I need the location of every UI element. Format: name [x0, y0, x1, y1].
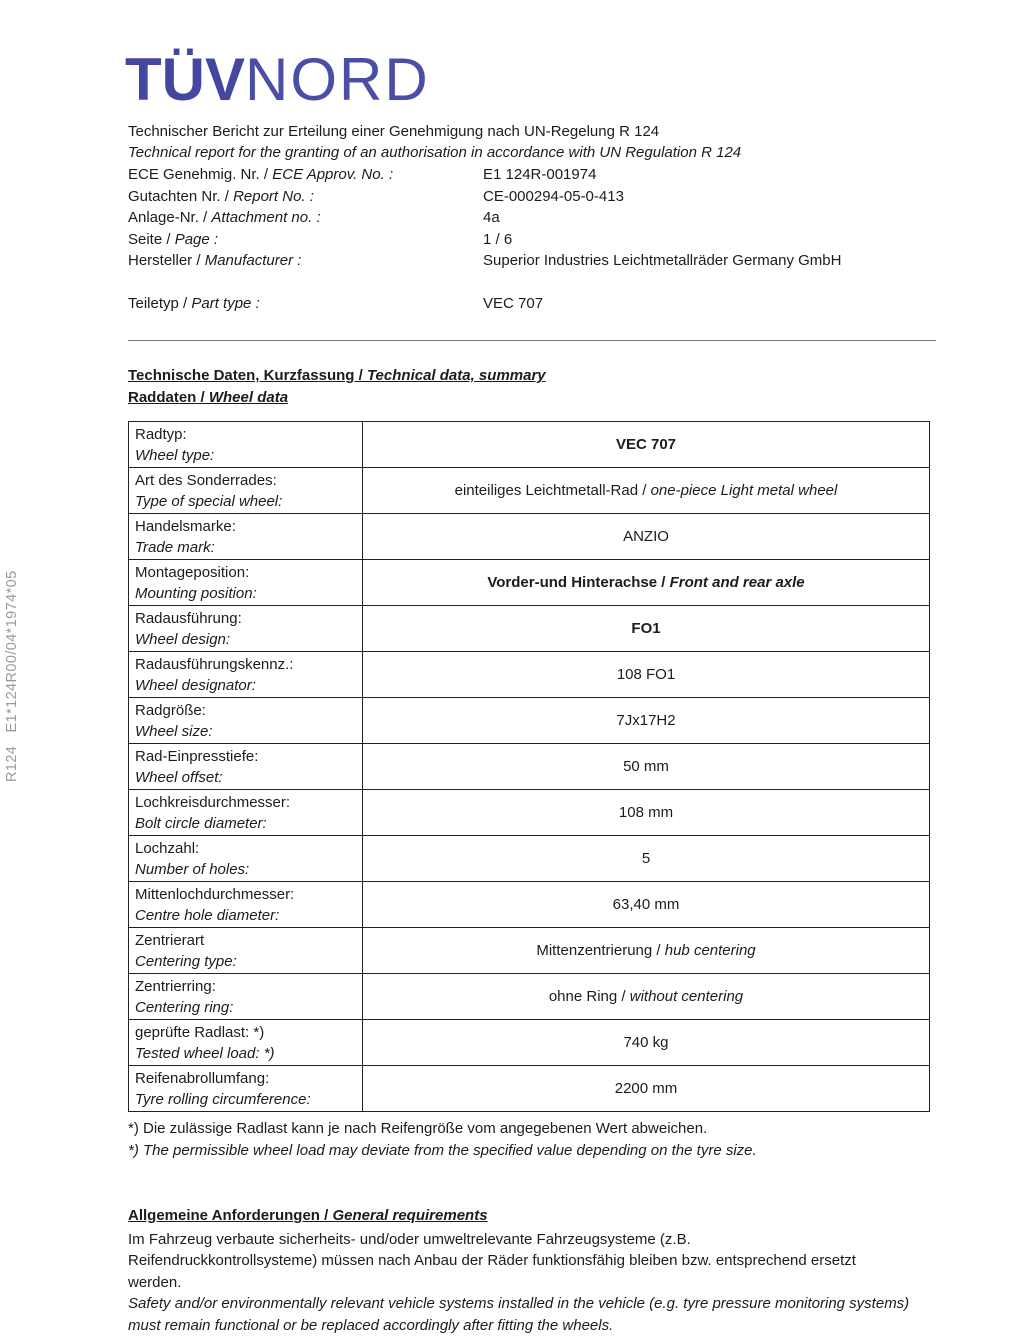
table-row-label [129, 836, 363, 882]
table-row-value [363, 698, 930, 744]
table-row-value-text-italic: without centering [629, 988, 744, 1005]
header-field-value [483, 293, 853, 315]
wheel-data-table [128, 421, 930, 1112]
table-row [129, 1020, 930, 1066]
table-row-label [129, 652, 363, 698]
table-row-value [363, 514, 930, 560]
table-row-value [363, 744, 930, 790]
table-row-label [129, 560, 363, 606]
summary-headings [128, 365, 936, 408]
table-row-label-de: Lochkreisdurchmesser: [135, 793, 291, 811]
general-requirements-heading-de: Allgemeine Anforderungen / [128, 1207, 333, 1224]
tuv-nord-logo [125, 48, 936, 111]
table-row-value-text: 63,40 mm [612, 896, 680, 913]
table-row-label-en: Tested wheel load: *) [135, 1044, 275, 1062]
table-row-value-text: ohne Ring / [548, 988, 630, 1005]
table-row-value [363, 1020, 930, 1066]
header-field-label-en: Manufacturer : [204, 252, 302, 269]
table-row [129, 652, 930, 698]
summary-section-heading [128, 365, 936, 387]
table-row-label-en: Wheel offset: [135, 768, 223, 786]
table-row-value-text: 5 [641, 850, 651, 867]
table-row [129, 744, 930, 790]
table-row-label [129, 468, 363, 514]
header-field-value-text: CE-000294-05-0-413 [483, 187, 624, 205]
table-row-label-en: Centre hole diameter: [135, 906, 280, 924]
footnotes [128, 1118, 936, 1161]
table-row-label [129, 974, 363, 1020]
header-field-label-en: ECE Approv. No. : [272, 166, 394, 183]
table-row-label-en: Type of special wheel: [135, 492, 283, 510]
table-row [129, 836, 930, 882]
wheel-table-body [129, 422, 930, 1112]
header-field-value-text: 4a [483, 209, 500, 226]
table-row-value-text: 108 FO1 [616, 666, 676, 683]
table-row-value-text: Mittenzentrierung / [536, 942, 665, 959]
summary-heading-de: Technische Daten, Kurzfassung / [128, 367, 367, 384]
header-field-label [128, 293, 483, 315]
table-row-value [363, 974, 930, 1020]
header-field-label [128, 229, 483, 251]
table-row-label [129, 698, 363, 744]
table-row-value-text: 7Jx17H2 [616, 712, 676, 729]
table-row [129, 790, 930, 836]
table-row-label-de: Zentrierart [135, 931, 205, 949]
general-requirements-body-de: Im Fahrzeug verbaute sicherheits- und/oder umweltrelevante Fahrzeugsysteme (z.B. Reifendruckkontrollsysteme) müssen nach Anbau der Räder funktionsfähig bleiben bzw. entsprechend ersetzt werden. [128, 1230, 856, 1291]
table-row-value-text-italic: one-piece Light metal wheel [650, 482, 838, 499]
table-row-value-text-italic: Front and rear axle [669, 574, 805, 591]
table-row [129, 560, 930, 606]
header-field-value-text: VEC 707 [483, 294, 544, 312]
summary-heading-en: Technical data, summary [366, 367, 546, 384]
table-row-label-en: Tyre rolling circumference: [135, 1090, 311, 1108]
header-field-label-de: Teiletyp / [128, 294, 188, 312]
table-row-value [363, 422, 930, 468]
horizontal-divider [128, 340, 936, 341]
table-row-value-text: VEC 707 [615, 436, 677, 453]
table-row-label-en: Mounting position: [135, 584, 257, 602]
general-requirements-section [128, 1205, 936, 1336]
table-row-value-text: 108 mm [618, 804, 674, 821]
header-field-label-de: ECE Genehmig. Nr. / [128, 166, 269, 183]
header-field-label [128, 164, 483, 186]
header-field-value [483, 250, 853, 272]
table-row [129, 606, 930, 652]
table-row-label-de: Montageposition: [135, 563, 250, 581]
header-field-label [128, 207, 483, 229]
table-row-value [363, 928, 930, 974]
table-row-label-en: Centering type: [135, 952, 237, 970]
table-row-value [363, 468, 930, 514]
table-row [129, 514, 930, 560]
footnote-en: *) The permissible wheel load may deviate from the specified value depending on the tyre size. [128, 1141, 757, 1159]
table-row-label [129, 514, 363, 560]
header-field-label-de: Seite / [128, 230, 171, 248]
table-row-label [129, 606, 363, 652]
table-row-label-de: Rad-Einpresstiefe: [135, 747, 259, 765]
table-row-label-de: Radausführungskennz.: [135, 655, 294, 673]
table-row-value [363, 606, 930, 652]
header-field-value [483, 186, 853, 208]
table-row [129, 422, 930, 468]
header-field-row [128, 207, 936, 229]
table-row-value [363, 1066, 930, 1112]
table-row-value-text: ANZIO [623, 528, 669, 545]
table-row-label-de: Radausführung: [135, 609, 242, 627]
table-row-label-en: Bolt circle diameter: [135, 814, 267, 832]
header-field-value-text: 1 / 6 [483, 230, 513, 248]
table-row-label-de: Radtyp: [135, 425, 187, 443]
header-field-label-en: Part type : [191, 294, 260, 312]
table-row-label-en: Trade mark: [135, 538, 215, 556]
header-field-row [128, 164, 936, 186]
logo-tuv-text: TÜV [125, 46, 245, 113]
general-requirements-body-en: Safety and/or environmentally relevant vehicle systems installed in the vehicle (e.g. tyre pressure monitoring systems) must remain functional or be replaced accordingly after fitting the wheels. [128, 1295, 910, 1334]
table-row-value-text-italic: hub centering [664, 942, 756, 959]
general-requirements-heading-en: General requirements [332, 1207, 488, 1224]
header-field-label-de: Gutachten Nr. / [128, 187, 229, 205]
table-row-value [363, 836, 930, 882]
header-field-value-text: Superior Industries Leichtmetallräder Germany GmbH [483, 252, 842, 269]
table-row-label [129, 422, 363, 468]
table-row-label [129, 1066, 363, 1112]
header-field-row [128, 293, 936, 315]
table-row-label-en: Wheel design: [135, 630, 231, 648]
wheel-data-heading-de: Raddaten / [128, 388, 209, 406]
wheel-data-heading-en: Wheel data [208, 388, 289, 406]
table-row-label-de: Handelsmarke: [135, 517, 236, 535]
wheel-data-heading [128, 387, 936, 409]
table-row [129, 928, 930, 974]
table-row [129, 1066, 930, 1112]
table-row-label-en: Wheel size: [135, 722, 213, 740]
header-field-row [128, 229, 936, 251]
table-row-label [129, 1020, 363, 1066]
header-field-value [483, 164, 853, 186]
general-requirements-heading [128, 1205, 936, 1227]
header-field-label [128, 250, 483, 272]
table-row-value-text: einteiliges Leichtmetall-Rad / [454, 482, 651, 499]
header-field-value [483, 229, 853, 251]
table-row-label [129, 928, 363, 974]
table-row [129, 468, 930, 514]
header-field-label-en: Page : [174, 230, 219, 248]
header-field-row [128, 250, 936, 272]
table-row-label-de: Lochzahl: [135, 839, 200, 857]
table-row-value-text: 2200 mm [614, 1080, 678, 1097]
table-row-label-de: Zentrierring: [135, 977, 216, 995]
side-reference-code: R124 E1*124R00/04*1974*05 [4, 570, 20, 782]
header-field-row [128, 186, 936, 208]
report-title-en: Technical report for the granting of an authorisation in accordance with UN Regulation R 124 [128, 144, 742, 161]
table-row-label [129, 790, 363, 836]
table-row-value [363, 882, 930, 928]
table-row-label-en: Centering ring: [135, 998, 234, 1016]
header-field-label-en: Report No. : [233, 187, 314, 205]
table-row-value-text: Vorder-und Hinterachse / [487, 574, 670, 591]
table-row-label-de: geprüfte Radlast: *) [135, 1023, 265, 1041]
table-row-label-en: Wheel type: [135, 446, 215, 464]
table-row-label-de: Art des Sonderrades: [135, 471, 277, 489]
table-row [129, 974, 930, 1020]
table-row-value-text: 740 kg [623, 1034, 669, 1051]
header-field-value [483, 207, 853, 229]
header-field-label-de: Hersteller / [128, 252, 201, 269]
report-title-de: Technischer Bericht zur Erteilung einer Genehmigung nach UN-Regelung R 124 [128, 123, 660, 140]
table-row [129, 882, 930, 928]
header-field-label-en: Attachment no. : [211, 209, 321, 226]
table-row-label-de: Reifenabrollumfang: [135, 1069, 270, 1087]
table-row-label [129, 744, 363, 790]
header-fields [128, 164, 936, 314]
table-row-label-en: Number of holes: [135, 860, 250, 878]
logo-nord-text: NORD [245, 46, 430, 113]
header-field-value-text: E1 124R-001974 [483, 166, 597, 183]
table-row-value [363, 560, 930, 606]
table-row-value-text: FO1 [631, 620, 661, 637]
header-field-label-de: Anlage-Nr. / [128, 209, 208, 226]
header-field-label [128, 186, 483, 208]
table-row-value-text: 50 mm [623, 758, 669, 775]
table-row-label-de: Radgröße: [135, 701, 206, 719]
table-row-label-de: Mittenlochdurchmesser: [135, 885, 295, 903]
page-content [125, 46, 936, 1336]
table-row [129, 698, 930, 744]
table-row-label-en: Wheel designator: [135, 676, 256, 694]
footnote-de: *) Die zulässige Radlast kann je nach Reifengröße vom angegebenen Wert abweichen. [128, 1120, 708, 1137]
table-row-label [129, 882, 363, 928]
table-row-value [363, 652, 930, 698]
table-row-value [363, 790, 930, 836]
